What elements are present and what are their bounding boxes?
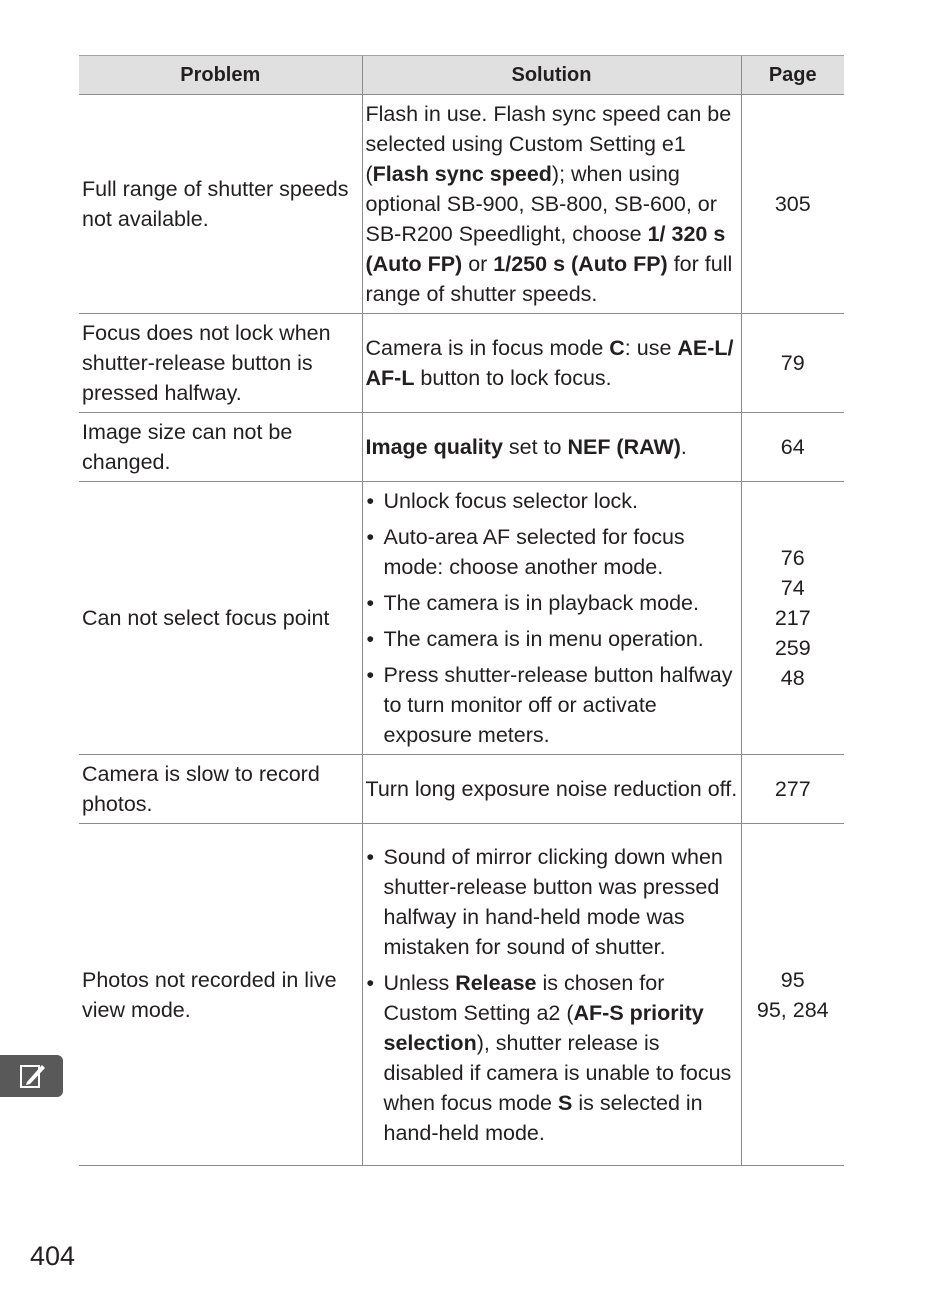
table-row <box>79 482 844 755</box>
page-cell: 277 <box>741 755 844 824</box>
solution-cell <box>362 482 741 755</box>
table-row <box>79 755 844 824</box>
bold-term: Image quality <box>365 435 503 459</box>
page-cell <box>741 824 844 1166</box>
table-row <box>79 413 844 482</box>
problem-cell: Full range of shutter speeds not available. <box>79 95 362 314</box>
troubleshooting-table <box>79 55 844 1166</box>
column-header-problem: Problem <box>79 56 362 95</box>
page-ref: 76 <box>780 546 805 570</box>
page-ref: 48 <box>780 666 805 690</box>
text-run: Flash in use. Flash sync speed can be selected using Custom Setting e1 ( <box>365 102 732 186</box>
problem-cell: Focus does not lock when shutter-release button is pressed halfway. <box>79 314 362 413</box>
page-ref: 217 <box>774 606 811 630</box>
page-list <box>745 965 842 1025</box>
text-run: Unless <box>383 970 456 995</box>
text-run: Camera is in focus mode <box>365 336 610 360</box>
page-ref: 95 <box>780 967 805 992</box>
bold-term: AF-S priority selection <box>383 1000 704 1055</box>
page-cell <box>741 482 844 755</box>
table-header-row <box>79 56 844 95</box>
text-run: Sound of mirror clicking down when shutter-release button was pressed halfway in hand-held mode was mistaken for sound of shutter. <box>383 844 723 959</box>
table-row <box>79 824 844 1166</box>
text-run: The camera is in menu operation. <box>383 627 704 651</box>
page-ref: 74 <box>780 576 805 600</box>
page-cell: 64 <box>741 413 844 482</box>
text-run: or <box>462 252 494 276</box>
problem-cell: Camera is slow to record photos. <box>79 755 362 824</box>
solution-bullet <box>366 588 738 618</box>
troubleshooting-section-tab <box>0 1055 63 1097</box>
page-ref: 95, 284 <box>756 997 829 1022</box>
text-run: is chosen for Custom Setting a2 ( <box>383 970 665 1025</box>
problem-cell: Image size can not be changed. <box>79 413 362 482</box>
text-run: Auto-area AF selected for focus mode: choose another mode. <box>383 525 685 579</box>
page-number: 404 <box>30 1241 76 1271</box>
bold-term: Flash sync speed <box>372 162 552 186</box>
solution-cell <box>362 413 741 482</box>
problem-cell: Photos not recorded in live view mode. <box>79 824 362 1166</box>
bold-term: AE-L/ AF-L <box>365 336 734 390</box>
table-row <box>79 314 844 413</box>
text-run: Press shutter-release button halfway to turn monitor off or activate exposure meters. <box>383 663 733 747</box>
text-run: . <box>680 435 687 459</box>
text-run: The camera is in playback mode. <box>383 591 699 615</box>
text-run: Turn long exposure noise reduction off. <box>365 777 738 801</box>
solution-bullet <box>366 624 738 654</box>
text-run: ); when using optional SB-900, SB-800, SB-600, or SB-R200 Speedlight, choose <box>365 162 717 246</box>
solution-bullet-list <box>366 486 738 750</box>
page-cell: 305 <box>741 95 844 314</box>
text-run: for full range of shutter speeds. <box>365 252 733 306</box>
text-run: ), shutter release is disabled if camera is unable to focus when focus mode <box>383 1030 732 1115</box>
solution-cell <box>362 755 741 824</box>
solution-bullet <box>366 486 738 516</box>
bold-term: S <box>558 1090 573 1115</box>
text-run: Unlock focus selector lock. <box>383 489 639 513</box>
solution-bullet <box>366 968 738 1148</box>
page-ref: 259 <box>774 636 811 660</box>
solution-bullet-list <box>366 842 738 1148</box>
solution-bullet <box>366 842 738 962</box>
problem-cell: Can not select focus point <box>79 482 362 755</box>
page-list <box>745 543 842 693</box>
table-row <box>79 95 844 314</box>
text-run: button to lock focus. <box>414 366 612 390</box>
bold-term: C <box>609 336 625 360</box>
bold-term: NEF (RAW) <box>567 435 681 459</box>
column-header-solution: Solution <box>362 56 741 95</box>
solution-bullet <box>366 660 738 750</box>
text-run: set to <box>502 435 568 459</box>
column-header-page: Page <box>741 56 844 95</box>
solution-cell <box>362 824 741 1166</box>
text-run: : use <box>624 336 678 360</box>
bold-term: Release <box>455 970 537 995</box>
solution-bullet <box>366 522 738 582</box>
bold-term: 1/250 s (Auto FP) <box>493 252 668 276</box>
solution-cell <box>362 314 741 413</box>
page-cell: 79 <box>741 314 844 413</box>
troubleshooting-icon <box>20 1063 46 1089</box>
text-run: is selected in hand-held mode. <box>383 1090 703 1145</box>
bold-term: 1/ 320 s (Auto FP) <box>365 222 726 276</box>
solution-cell <box>362 95 741 314</box>
